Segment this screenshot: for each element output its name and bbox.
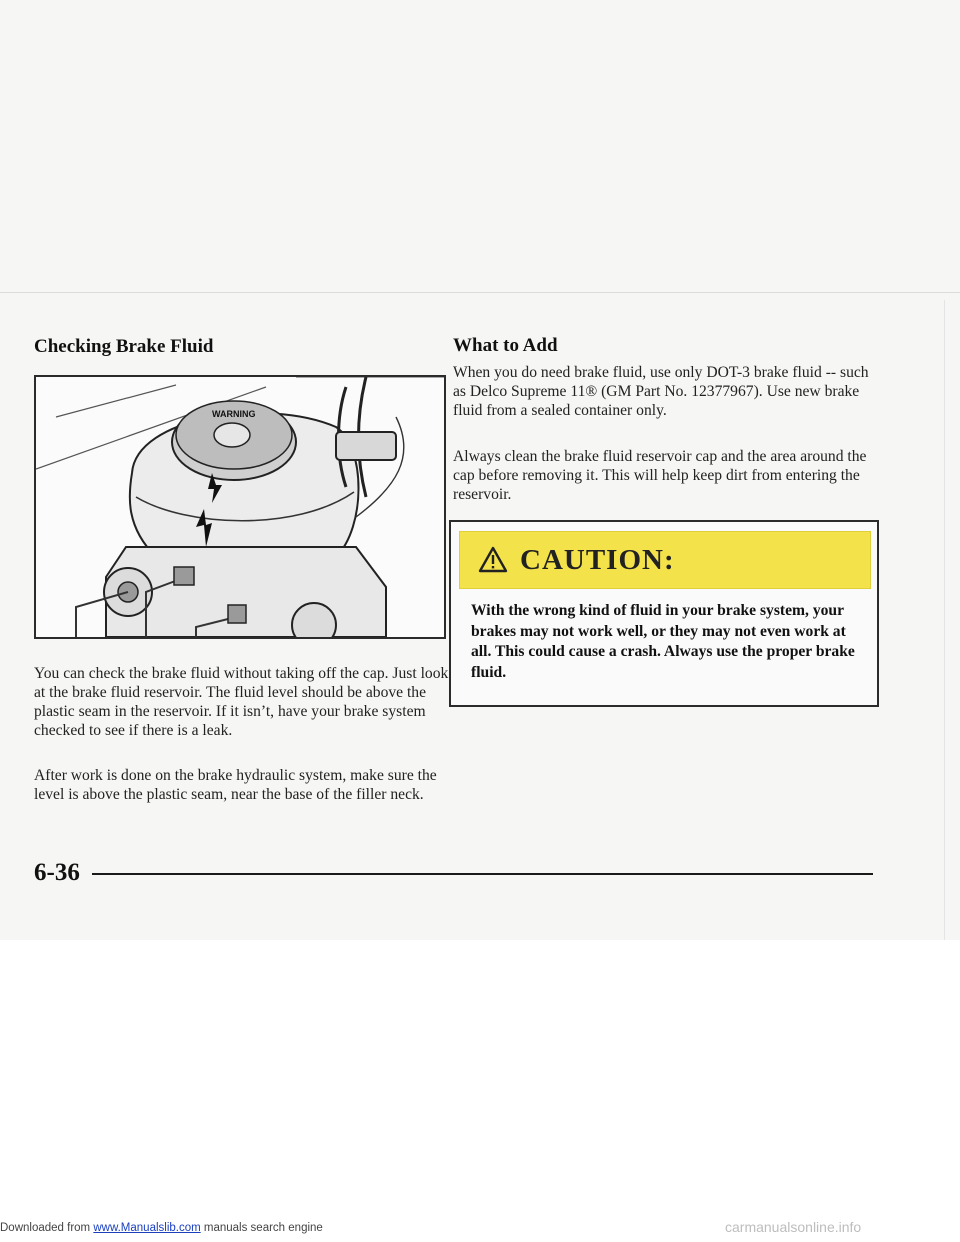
- warning-triangle-icon: [478, 546, 508, 573]
- caution-title: CAUTION:: [520, 544, 675, 576]
- caution-header: [459, 531, 871, 589]
- watermark: carmanualsonline.info: [725, 1219, 862, 1235]
- right-edge-divider: [944, 300, 945, 940]
- brake-fluid-reservoir-illustration: [34, 375, 446, 639]
- paragraph-check-fluid: You can check the brake fluid without taking off the cap. Just look at the brake fluid reservoir. The fluid level should be above the plastic seam in the reservoir. If it isn’t, have your brake system checked to see if there is a leak.: [34, 665, 449, 739]
- caution-box: [449, 520, 879, 707]
- paragraph-fluid-type: When you do need brake fluid, use only DOT-3 brake fluid -- such as Delco Supreme 11® (GM Part No. 12377967). Use new brake fluid from a sealed container only.: [453, 364, 869, 419]
- section-heading-what-to-add: What to Add: [453, 335, 558, 356]
- page-number: 6-36: [34, 859, 80, 886]
- caution-text: With the wrong kind of fluid in your brake system, your brakes may not work well, or they may not even work at all. This could cause a crash. Always use the proper brake fluid.: [471, 602, 855, 681]
- top-divider: [0, 292, 960, 293]
- footer-prefix: Downloaded from: [0, 1222, 94, 1234]
- paragraph-clean-cap: Always clean the brake fluid reservoir cap and the area around the cap before removing it. This will help keep dirt from entering the reservoir.: [453, 448, 867, 503]
- paragraph-after-work: After work is done on the brake hydraulic system, make sure the level is above the plastic seam, near the base of the filler neck.: [34, 767, 437, 803]
- cap-warning-text: WARNING: [212, 409, 256, 419]
- download-footer: [0, 1222, 323, 1234]
- section-heading-checking-brake-fluid: Checking Brake Fluid: [34, 336, 214, 357]
- footer-suffix: manuals search engine: [200, 1222, 323, 1234]
- manualslib-link[interactable]: www.Manualslib.com: [93, 1222, 201, 1234]
- page-footer-rule: [92, 873, 873, 875]
